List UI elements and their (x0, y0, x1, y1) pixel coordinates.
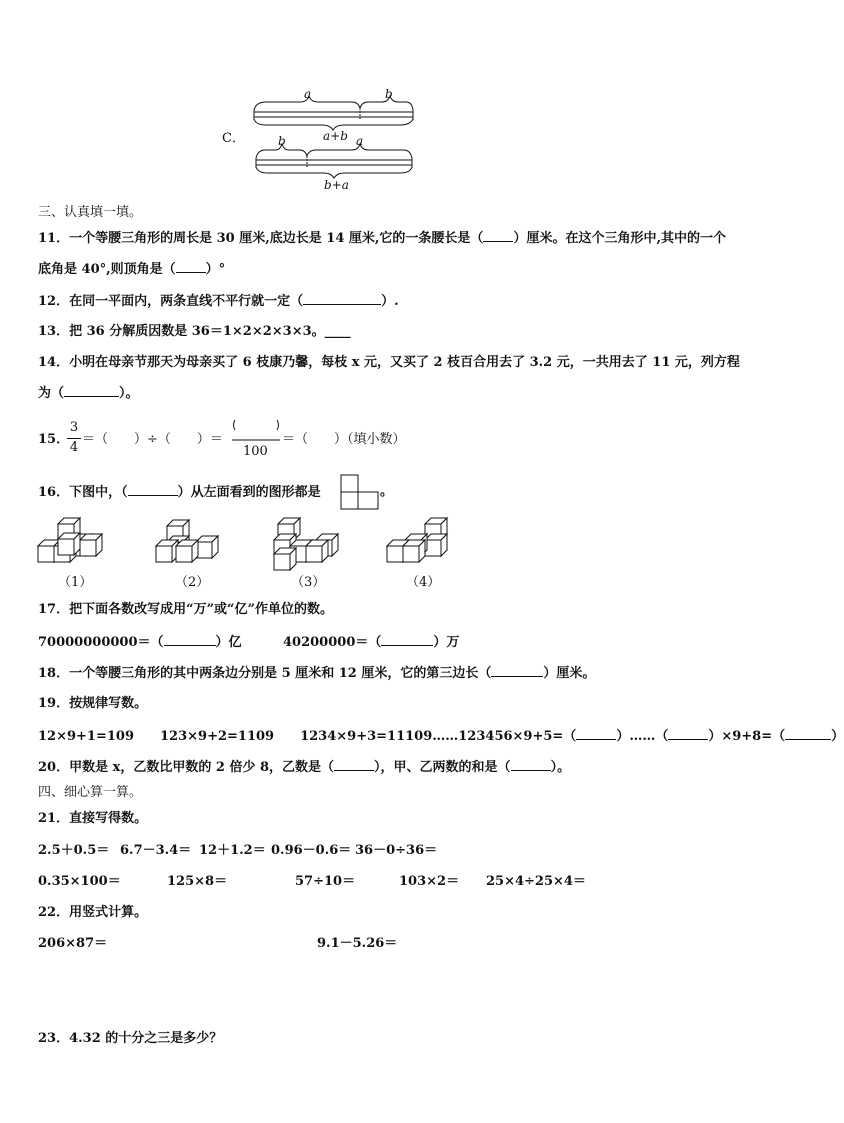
question-17-item-1: 70000000000＝（ ）亿 (38, 635, 242, 650)
calc-item: 0.35×100＝ (38, 874, 121, 889)
cube-figure-2 (156, 520, 218, 562)
fraction-2-denominator: 100 (243, 444, 268, 459)
question-15-number: 15． (38, 432, 70, 447)
question-19-pattern: 12×9+1=109 123×9+2=1109 1234×9+3=11109……123456×9+5=（ ）……（ ）×9+8=（ ） (38, 729, 844, 744)
answer-blank[interactable] (668, 727, 708, 740)
question-23: 23．4.32 的十分之三是多少？ (38, 1031, 223, 1046)
answer-blank[interactable] (785, 727, 831, 740)
question-18: 18．一个等腰三角形的其中两条边分别是 5 厘米和 12 厘米，它的第三边长（ ）厘米。 (38, 666, 596, 681)
calc-item: 0.96－0.6＝ (271, 843, 352, 858)
question-14-line-1: 14．小明在母亲节那天为母亲买了 6 枝康乃馨，每枝 x 元，又买了 2 枝百合用去了 3.2 元，一共用去了 11 元，列方程 (38, 355, 740, 370)
vertical-calc-item-1: 206×87＝ (38, 936, 108, 951)
calc-item: 125×8＝ (167, 874, 228, 889)
brace-label-b-top: b (385, 87, 393, 101)
question-20: 20．甲数是 x，乙数比甲数的 2 倍少 8，乙数是（ ），甲、乙两数的和是（ ）。 (38, 760, 571, 775)
answer-blank[interactable] (381, 633, 433, 646)
brace-label-a-bottom: a (356, 134, 364, 148)
question-17-title: 17．把下面各数改写成用“万”或“亿”作单位的数。 (38, 602, 334, 617)
figure-label-2: （2） (175, 575, 210, 590)
answer-blank[interactable] (511, 758, 551, 771)
answer-blank[interactable] (334, 758, 374, 771)
question-19-title: 19．按规律写数。 (38, 696, 148, 711)
answer-blank[interactable] (576, 727, 616, 740)
option-c-label: C． (222, 131, 245, 146)
cube-figure-3 (274, 518, 338, 570)
brace-label-sum-bottom: b+a (324, 178, 349, 192)
calc-item: 25×4÷25×4＝ (486, 874, 586, 889)
question-13: 13．把 36 分解质因数是 36＝1×2×2×3×3。____ (38, 324, 351, 339)
fraction-numerator: 3 (69, 420, 79, 435)
cube-figures (0, 0, 794, 580)
brace-label-b-bottom: b (278, 134, 286, 148)
section-four-title: 四、细心算一算。 (38, 785, 143, 800)
calc-item: 2.5＋0.5＝ (38, 843, 110, 858)
brace-label-sum-top: a+b (323, 129, 348, 143)
calc-item: 57÷10＝ (295, 874, 356, 889)
question-17-item-2: 40200000＝（ ）万 (283, 635, 460, 650)
calc-item: 103×2＝ (399, 874, 460, 889)
cube-figure-1 (38, 518, 102, 562)
question-12: 12．在同一平面内，两条直线不平行就一定（ ）. (38, 294, 399, 309)
answer-blank[interactable] (491, 664, 543, 677)
answer-blank[interactable] (164, 633, 216, 646)
calc-item: 6.7－3.4＝ (120, 843, 192, 858)
calc-item: 36－0÷36＝ (355, 843, 438, 858)
question-22-title: 22．用竖式计算。 (38, 905, 148, 920)
figure-label-4: （4） (406, 575, 441, 590)
question-15-equation-2: ＝（ ）（填小数） (282, 432, 406, 447)
section-three-title: 三、认真填一填。 (38, 205, 143, 220)
question-16-end: 。 (380, 484, 394, 499)
calc-item: 12＋1.2＝ (199, 843, 266, 858)
question-11-line-1: 11．一个等腰三角形的周长是 30 厘米,底边长是 14 厘米,它的一条腰长是（ ）厘米。在这个三角形中,其中的一个 (38, 231, 726, 246)
question-14-line-2: 为（ ）。 (38, 386, 139, 401)
figure-label-3: （3） (291, 575, 326, 590)
question-21-title: 21．直接写得数。 (38, 811, 148, 826)
fraction-denominator: 4 (69, 440, 79, 455)
question-15-equation-1: ＝（ ）÷（ ）＝ (82, 432, 223, 447)
figure-label-1: （1） (58, 575, 93, 590)
brace-label-a-top: a (304, 87, 312, 101)
question-11-line-2: 底角是 40°,则顶角是（ ）° (38, 262, 226, 277)
cube-figure-4 (387, 518, 447, 562)
vertical-calc-item-2: 9.1－5.26＝ (317, 936, 398, 951)
question-16: 16．下图中，（ ）从左面看到的图形都是 (38, 485, 321, 500)
